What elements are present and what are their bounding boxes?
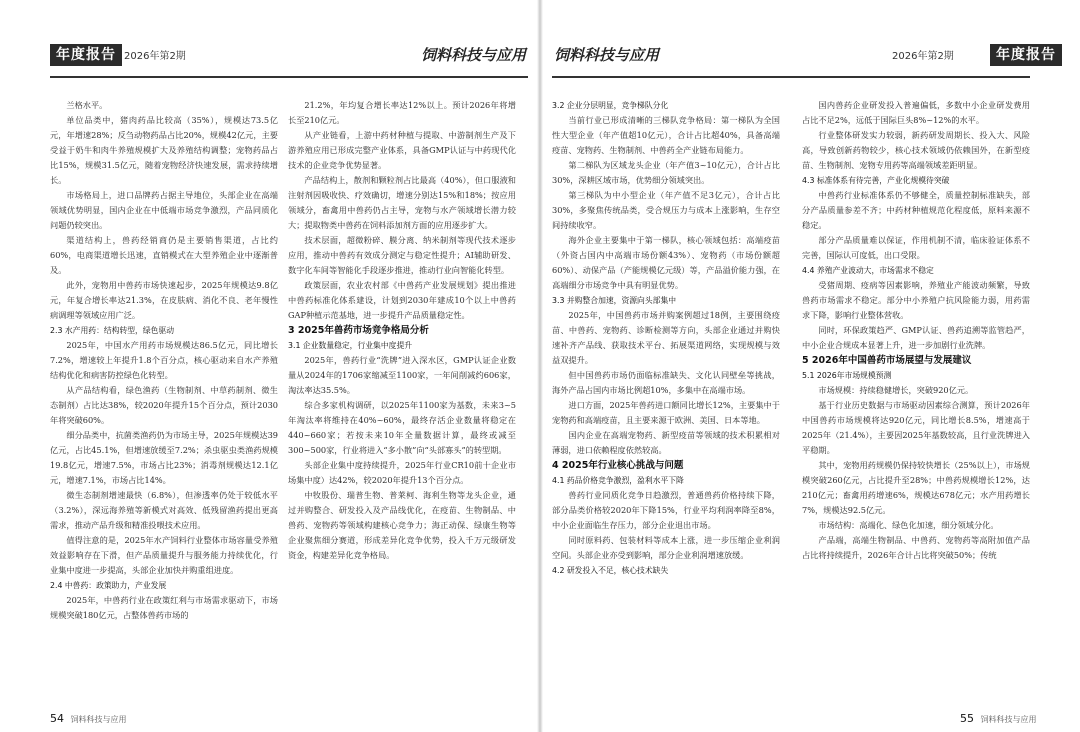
- paragraph: 单位品类中，猪肉药品比较高（35%），规模达73.5亿元，年增速28%；反刍动物药品占比20%，规模42亿元，主要受益于奶牛和肉牛养殖规模扩大及养殖结构调整；宠物药品占比15%，规模31.5亿元，随着宠物经济快速发展，需求持续增长。: [50, 115, 278, 185]
- header-rule: [552, 76, 1030, 78]
- paragraph: 技术层面，超微粉碎、膜分离、纳米制剂等现代技术逐步应用，推动中兽药有效成分测定与稳定性提升；AI辅助研发、数字化车间等智能化手段逐步推进，推动行业向智能化转型。: [288, 235, 516, 275]
- issue-label: 2026年第2期: [124, 51, 186, 62]
- paragraph: 市场格局上，进口品牌药占据主导地位，头部企业在高端领域优势明显，国内企业在中低端市场竞争激烈，产品同质化问题仍较突出。: [50, 190, 278, 230]
- paragraph: 微生态制剂增速最快（6.8%），但渗透率仍处于较低水平（3.2%），深远海养殖等新模式对高效、低残留渔药提出更高需求，推动产品升级和精准投喂技术应用。: [50, 490, 278, 530]
- paragraph: 中兽药行业标准体系仍不够健全，质量控制标准缺失，部分产品质量参差不齐；中药材种植规范化程度低，原料来源不稳定。: [802, 190, 1030, 230]
- paragraph: 2025年，中国水产用药市场规模达86.5亿元，同比增长7.2%，增速较上年提升1.8个百分点，核心驱动来自水产养殖结构优化和病害防控绿色化转型。: [50, 340, 278, 380]
- paragraph: 兰格水平。: [66, 100, 108, 110]
- paragraph: 21.2%，年均复合增长率达12%以上。预计2026年将增长至210亿元。: [288, 100, 516, 125]
- magazine-title: 饲料科技与应用: [420, 46, 526, 64]
- section-heading: 4.2 研发投入不足，核心技术缺失: [552, 566, 669, 575]
- paragraph: 渠道结构上，兽药经销商仍是主要销售渠道，占比约60%，电商渠道增长迅速，直销模式在大型养殖企业中逐渐普及。: [50, 235, 278, 275]
- right-page: [540, 0, 1080, 732]
- paragraph: 产品端，高端生物制品、中兽药、宠物药等高附加值产品占比将持续提升，2026年合计占比将突破50%；传统: [802, 535, 1030, 560]
- paragraph: 中牧股份、瑞普生物、普莱柯、海利生物等龙头企业，通过并购整合、研发投入及产品线优化，在疫苗、生物制品、中兽药、宠物药等领域构建核心竞争力；海正动保、绿康生物等企业聚焦细分赛道，形成差异化竞争优势，投入千万元级研发资金，构建差异化竞争格局。: [288, 490, 516, 560]
- paragraph: 头部企业集中度持续提升，2025年行业CR10前十企业市场集中度）达42%，较2020年提升13个百分点。: [288, 460, 516, 485]
- left-footer: [50, 712, 127, 725]
- paragraph: 基于行业历史数据与市场驱动因素综合测算，预计2026年中国兽药市场规模将达920亿元，同比增长8.5%，增速高于2025年（21.4%），主要因2025年基数较高，且行业洗牌进入平稳期。: [802, 400, 1030, 455]
- paragraph: 2025年，中兽药行业在政策红利与市场需求驱动下，市场规模突破180亿元，占整体兽药市场的: [50, 595, 278, 620]
- section-heading: 3 2025年兽药市场竞争格局分析: [288, 325, 429, 336]
- paragraph: 当前行业已形成清晰的三梯队竞争格局：第一梯队为全国性大型企业（年产值超10亿元），合计占比超40%，具备高端疫苗、宠物药、生物制剂、中兽药全产业链布局能力。: [552, 115, 780, 155]
- right-header: [540, 44, 1080, 74]
- magazine-title: 饲料科技与应用: [554, 46, 660, 64]
- footer-magazine: 饲料科技与应用: [70, 715, 127, 724]
- paragraph: 2025年，兽药行业“洗牌”进入深水区，GMP认证企业数量从2024年的1706家缩减至1100家，一年间削减约606家，淘汰率达35.5%。: [288, 355, 516, 395]
- left-header: [0, 44, 540, 74]
- section-heading: 3.3 并购整合加速，资源向头部集中: [552, 296, 677, 305]
- section-heading: 5.1 2026年市场规模预测: [802, 371, 892, 380]
- footer-magazine: 饲料科技与应用: [980, 715, 1037, 724]
- header-rule: [50, 76, 528, 78]
- section-heading: 4.3 标准体系有待完善，产业化规模待突破: [802, 176, 950, 185]
- text-column: [288, 98, 516, 710]
- section-heading: 2.4 中兽药：政策助力，产业发展: [50, 581, 167, 590]
- paragraph: 第二梯队为区域龙头企业（年产值3~10亿元），合计占比30%，深耕区域市场，优势细分领域突出。: [552, 160, 780, 185]
- paragraph: 海外企业主要集中于第一梯队，核心领域包括：高端疫苗（外资占国内中高端市场份额43%）、宠物药（市场份额超60%）、动保产品（产能规模亿元级）等，产品溢价能力强，在高端细分市场竞争中具有明显优势。: [552, 235, 780, 290]
- page-number: 55: [960, 712, 974, 725]
- section-heading: 2.3 水产用药：结构转型，绿色驱动: [50, 326, 175, 335]
- paragraph: 综合多家机构调研，以2025年1100家为基数，未来3~5年淘汰率将维持在40%~60%，最终存活企业数量将稳定在440~660家；若按未来10年全量数据计算，最终或减至300~500家，行业将进入“多小散”向“头部寡头”的转型期。: [288, 400, 516, 455]
- section-heading: 3.2 企业分层明显，竞争梯队分化: [552, 101, 669, 110]
- issue-label: 2026年第2期: [892, 51, 954, 62]
- paragraph: 市场结构：高端化、绿色化加速，细分领域分化。: [818, 520, 999, 530]
- paragraph: 从产品结构看，绿色渔药（生物制剂、中草药制剂、微生态制剂）占比达38%，较2020年提升15个百分点，预计2030年将突破60%。: [50, 385, 278, 425]
- text-column: [802, 98, 1030, 710]
- paragraph: 受猪周期、疫病等因素影响，养殖业产能波动频繁，导致兽药市场需求不稳定。部分中小养殖户抗风险能力弱，用药需求下降，影响行业整体营收。: [802, 280, 1030, 320]
- paragraph: 同时原料药、包装材料等成本上涨，进一步压缩企业利润空间。头部企业亦受到影响，部分企业利润增速放缓。: [552, 535, 780, 560]
- paragraph: 进口方面，2025年兽药进口额同比增长12%，主要集中于宠物药和高端疫苗，且主要来源于欧洲、美国、日本等地。: [552, 400, 780, 425]
- section-heading: 5 2026年中国兽药市场展望与发展建议: [802, 355, 972, 366]
- section-heading: 3.1 企业数量稳定，行业集中度提升: [288, 341, 413, 350]
- paragraph: 兽药行业同质化竞争日趋激烈，普通兽药价格持续下降，部分品类价格较2020年下降15%，行业平均利润率降至8%，中小企业面临生存压力，部分企业退出市场。: [552, 490, 780, 530]
- section-heading: 4.1 药品价格竞争激烈，盈利水平下降: [552, 476, 684, 485]
- paragraph: 产品结构上，散剂和颗粒剂占比最高（40%），但口服液和注射剂因吸收快、疗效确切，增速分别达15%和18%；按应用领域分，畜禽用中兽药仍占主导，宠物与水产领域增长潜力较大；提取物类中兽药在饲料添加剂方面的应用逐步扩大。: [288, 175, 516, 230]
- paragraph: 从产业链看，上游中药材种植与提取、中游制剂生产及下游养殖应用已形成完整产业体系，具备GMP认证与中药现代化技术的企业竞争优势显著。: [288, 130, 516, 170]
- report-tag: 年度报告: [50, 44, 122, 66]
- right-footer: [960, 712, 1037, 725]
- paragraph: 其中，宠物用药规模仍保持较快增长（25%以上），市场规模突破260亿元，占比提升至28%；中兽药规模增长12%，达210亿元；畜禽用药增速6%，规模达678亿元；水产用药增长7%，规模达92.5亿元。: [802, 460, 1030, 515]
- paragraph: 2025年，中国兽药市场并购案例超过18例，主要围绕疫苗、中兽药、宠物药、诊断检测等方向，头部企业通过并购快速补齐产品线、获取技术平台、拓展渠道网络，实现规模与效益双提升。: [552, 310, 780, 365]
- paragraph: 同时，环保政策趋严、GMP认证、兽药追溯等监管趋严，中小企业合规成本显著上升，进一步加剧行业洗牌。: [802, 325, 1030, 350]
- paragraph: 政策层面，农业农村部《中兽药产业发展规划》提出推进中兽药标准化体系建设，计划到2030年建成10个以上中兽药GAP种植示范基地，进一步提升产品质量稳定性。: [288, 280, 516, 320]
- paragraph: 部分产品质量难以保证，作用机制不清，临床验证体系不完善，国际认可度低，出口受限。: [802, 235, 1030, 260]
- paragraph: 国内兽药企业研发投入普遍偏低，多数中小企业研发费用占比不足2%，远低于国际巨头8%~12%的水平。: [802, 100, 1030, 125]
- section-heading: 4.4 养殖产业波动大，市场需求不稳定: [802, 266, 934, 275]
- paragraph: 值得注意的是，2025年水产饲料行业整体市场容量受养殖效益影响存在下滑，但产品质量提升与服务能力持续优化，行业集中度进一步提高，头部企业加快并购重组进度。: [50, 535, 278, 575]
- paragraph: 此外，宠物用中兽药市场快速起步，2025年规模达9.8亿元，年复合增长率达21.3%，在皮肤病、消化不良、老年慢性病调理等领域应用广泛。: [50, 280, 278, 320]
- section-heading: 4 2025年行业核心挑战与问题: [552, 460, 684, 471]
- paragraph: 行业整体研发实力较弱，新药研发周期长、投入大、风险高，导致创新药物较少，核心技术领域仍依赖国外，在新型疫苗、生物制剂、宠物专用药等高端领域差距明显。: [802, 130, 1030, 170]
- paragraph: 市场规模：持续稳健增长，突破920亿元。: [818, 385, 974, 395]
- paragraph: 第三梯队为中小型企业（年产值不足3亿元），合计占比30%，多聚焦传统品类，受合规压力与成本上涨影响，生存空间持续收窄。: [552, 190, 780, 230]
- report-tag: 年度报告: [990, 44, 1062, 66]
- text-column: [552, 98, 780, 710]
- text-column: [50, 98, 278, 710]
- page-number: 54: [50, 712, 64, 725]
- paragraph: 国内企业在高端宠物药、新型疫苗等领域的技术积累相对薄弱，进口依赖程度依然较高。: [552, 430, 780, 455]
- paragraph: 但中国兽药市场仍面临标准缺失、文化认同壁垒等挑战，海外产品占国内市场比例超10%，多集中在高端市场。: [552, 370, 780, 395]
- paragraph: 细分品类中，抗菌类渔药仍为市场主导，2025年规模达39亿元，占比45.1%，但增速放缓至7.2%；杀虫驱虫类渔药规模19.8亿元，增速7.5%，市场占比23%；消毒剂规模达12.1亿元，增速7.1%，市场占比14%。: [50, 430, 278, 485]
